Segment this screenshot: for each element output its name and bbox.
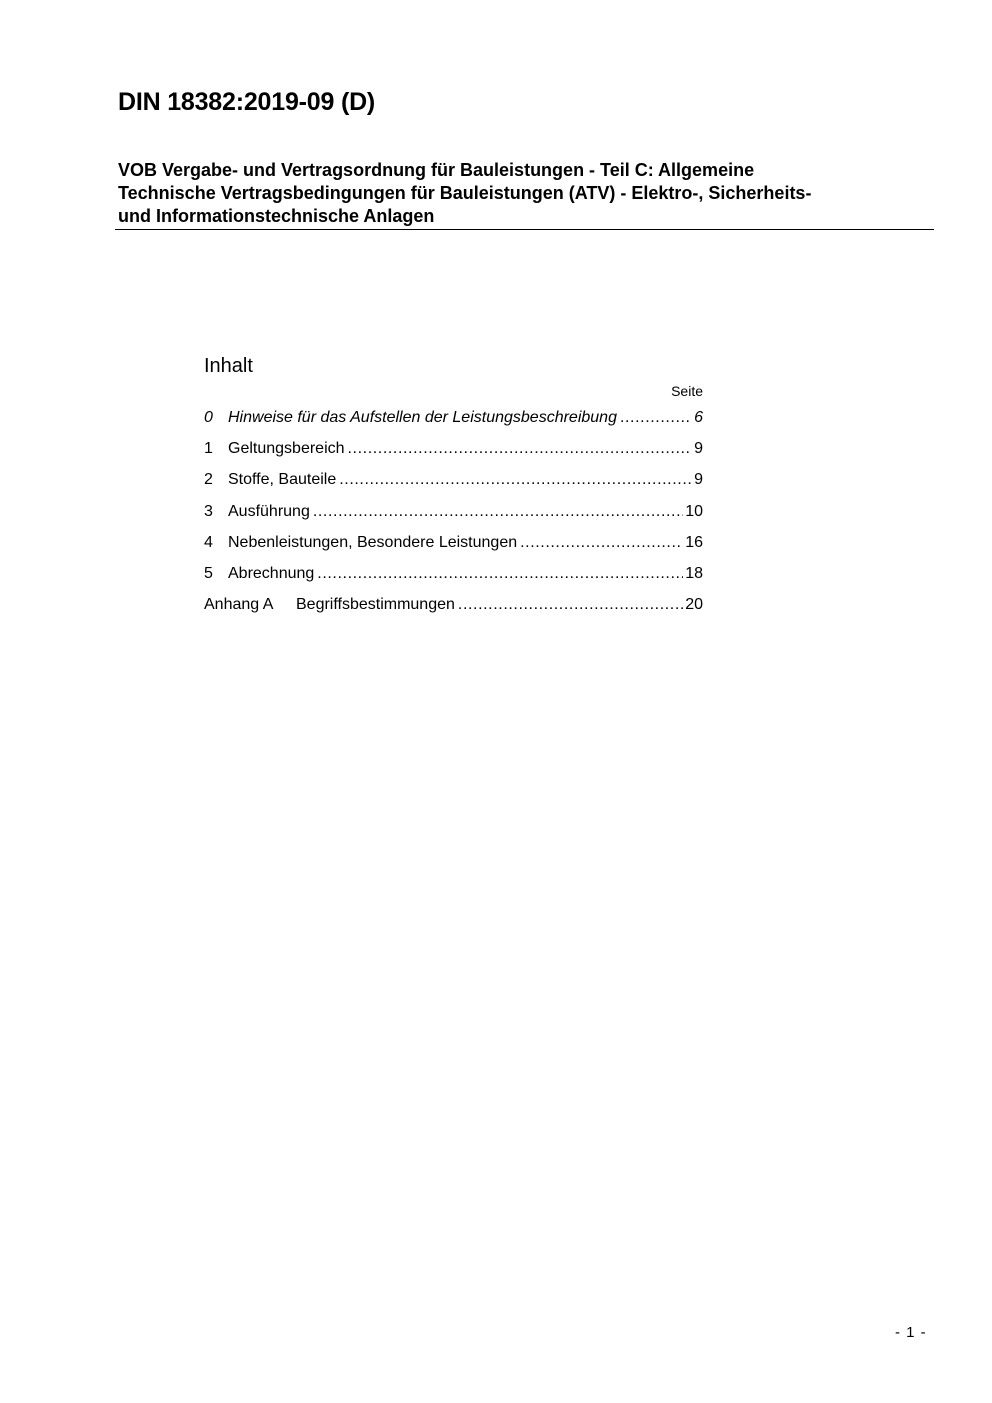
toc-page-column-label: Seite xyxy=(671,383,703,399)
toc-entry-0[interactable] xyxy=(204,402,703,433)
toc-entry-title: Nebenleistungen, Besondere Leistungen xyxy=(228,533,518,551)
toc-entry-number: 4 xyxy=(204,533,213,551)
toc-entry-number: 0 xyxy=(204,409,213,426)
toc-entry-number: 2 xyxy=(204,471,213,489)
toc-entry-page: 6 xyxy=(694,409,703,426)
toc-entry-title: Stoffe, Bauteile xyxy=(228,471,337,489)
toc-entry-page: 20 xyxy=(685,596,703,614)
toc-entry-5[interactable] xyxy=(204,558,703,589)
document-subtitle xyxy=(118,159,918,228)
subtitle-line: Technische Vertragsbedingungen für Bauleistungen (ATV) - Elektro-, Sicherheits- xyxy=(118,183,812,203)
toc-dot-leader xyxy=(317,558,683,589)
toc-dot-leader xyxy=(339,464,692,495)
toc-entry-title: Abrechnung xyxy=(228,564,315,582)
table-of-contents xyxy=(204,353,703,620)
toc-entry-page: 18 xyxy=(685,564,703,582)
toc-dot-leader xyxy=(348,433,693,464)
toc-entry-title: Hinweise für das Aufstellen der Leistungsbeschreibung xyxy=(228,409,617,426)
toc-entry-number: Anhang A xyxy=(204,596,274,614)
document-id: DIN 18382:2019-09 (D) xyxy=(118,88,376,116)
subtitle-line: und Informationstechnische Anlagen xyxy=(118,206,435,226)
toc-entry-title: Ausführung xyxy=(228,502,310,520)
toc-heading: Inhalt xyxy=(204,355,253,377)
toc-dot-leader xyxy=(520,527,683,558)
toc-entry-page: 9 xyxy=(694,471,703,489)
toc-entry-1[interactable] xyxy=(204,433,703,464)
toc-entry-title: Begriffsbestimmungen xyxy=(296,596,455,614)
toc-entry-title: Geltungsbereich xyxy=(228,440,345,458)
subtitle-line: VOB Vergabe- und Vertragsordnung für Bauleistungen - Teil C: Allgemeine xyxy=(118,160,755,180)
toc-dot-leader xyxy=(458,589,683,620)
toc-entry-3[interactable] xyxy=(204,496,703,527)
toc-entry-page: 16 xyxy=(685,533,703,551)
toc-entry-number: 1 xyxy=(204,440,213,458)
toc-entry-page: 10 xyxy=(685,502,703,520)
title-divider xyxy=(115,229,934,230)
toc-dot-leader xyxy=(313,496,683,527)
toc-entry-annex-a[interactable] xyxy=(204,589,703,620)
toc-dot-leader xyxy=(620,402,692,433)
toc-entry-number: 5 xyxy=(204,564,213,582)
page-number: - 1 - xyxy=(895,1324,927,1341)
toc-entry-page: 9 xyxy=(694,440,703,458)
toc-entry-number: 3 xyxy=(204,502,213,520)
toc-entry-4[interactable] xyxy=(204,527,703,558)
toc-entry-2[interactable] xyxy=(204,464,703,495)
